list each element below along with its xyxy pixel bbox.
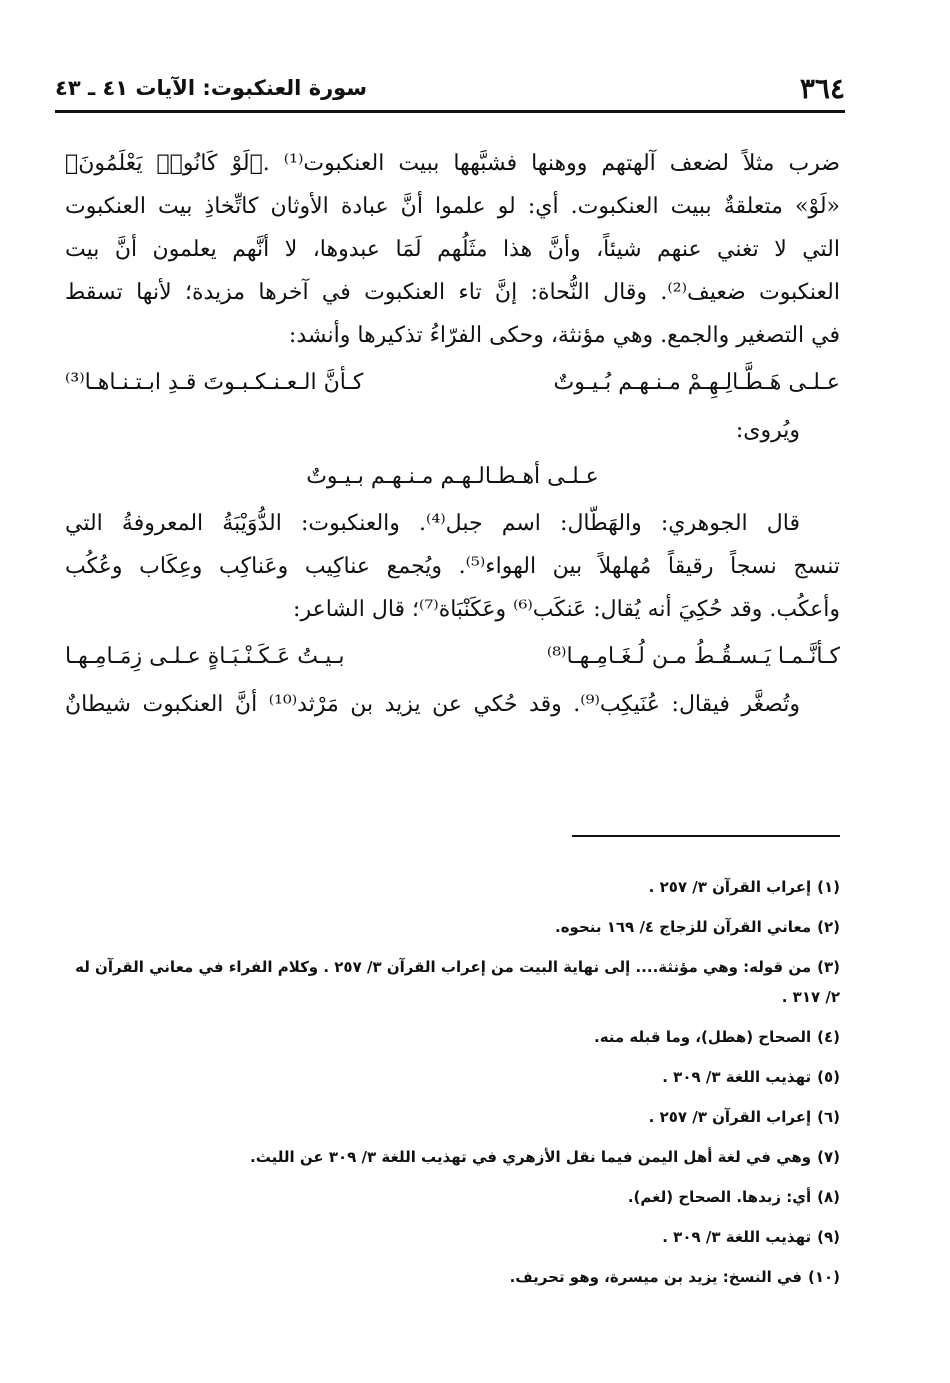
footnote-text: في النسخ: يزيد بن ميسرة، وهو تحريف.	[509, 1268, 802, 1286]
footnote-number: (٢)	[817, 918, 840, 936]
footnote-number: (٤)	[817, 1028, 840, 1046]
footnote-number: (٣)	[817, 958, 840, 976]
footnote-number: (٩)	[817, 1228, 840, 1246]
text-line-4: العنكبوت ضعيف⁽²⁾. وقال النُّحاة: إنَّ تاء العنكبوت في آخرها مزيدة؛ لأنها تسقط	[65, 280, 840, 305]
footnote	[60, 1182, 840, 1212]
footnote-text: إعراب القرآن ٣/ ٢٥٧ .	[648, 1108, 812, 1126]
running-head: سورة العنكبوت: الآيات ٤١ ـ ٤٣	[55, 76, 367, 100]
footnote	[60, 1262, 840, 1292]
footnote	[60, 1102, 840, 1132]
footnote	[60, 912, 840, 942]
verse-1	[65, 357, 840, 409]
yurwa-line: ويُروى:	[735, 418, 800, 443]
footnote-number: (١)	[817, 878, 840, 896]
text-line-2: «لَوْ» متعلقةٌ ببيت العنكبوت. أي: لو علموا أنَّ عبادة الأوثان كاتِّخاذِ بيت العنكبوت	[65, 194, 840, 219]
verse-3-left-hemistich: بـيـتُ عَـكَـنْـبَـاةٍ عـلـى زِمَـامِـهـا	[65, 644, 345, 669]
main-text	[65, 142, 840, 726]
footnotes	[60, 872, 840, 1302]
verse-3	[65, 631, 840, 683]
text-line-9: وتُصغَّر فيقال: عُنَيكِب⁽⁹⁾. وقد حُكي عن يزيد بن مَرْثد⁽¹⁰⁾ أنَّ العنكبوت شيطانٌ	[65, 692, 801, 717]
footnote-text: تهذيب اللغة ٣/ ٣٠٩ .	[662, 1228, 812, 1246]
footnote	[60, 1022, 840, 1052]
footnote-number: (٧)	[817, 1148, 840, 1166]
footnote-number: (٦)	[817, 1108, 840, 1126]
footnote-number: (١٠)	[807, 1268, 840, 1286]
verse-1-right-hemistich: عـلـى هَـطَّـالِـهِـمْ مـنـهـم بُـيـوتٌ	[553, 370, 840, 395]
footnote-text: إعراب القرآن ٣/ ٢٥٧ .	[648, 878, 812, 896]
page-number: ٣٦٤	[799, 71, 845, 105]
footnote	[60, 1062, 840, 1092]
footnote-number: (٨)	[817, 1188, 840, 1206]
footnote-text: من قوله: وهي مؤنثة.... إلى نهاية البيت من إعراب القرآن ٣/ ٢٥٧ . وكلام الفراء في معاني القرآن له ٢/ ٣١٧ .	[75, 958, 840, 1006]
footnote-text: معاني القرآن للزجاج ٤/ ١٦٩ بنحوه.	[555, 918, 812, 936]
footnote-text: الصحاح (هطل)، وما قبله منه.	[594, 1028, 812, 1046]
footnote	[60, 1142, 840, 1172]
footnote	[60, 872, 840, 902]
text-line-5: في التصغير والجمع. وهي مؤنثة، وحكى الفرّاءُ تذكيرها وأنشد:	[288, 323, 840, 348]
verse-3-right-hemistich: كـأنَّـمـا يَـسـقُـطُ مـن لُـغَـامِـهـا⁽⁸⁾	[546, 644, 840, 669]
page-header	[55, 68, 845, 108]
text-line-8: وأعكُب. وقد حُكِيَ أنه يُقال: عَنكَب⁽⁶⁾ وعَكَنْبَاة⁽⁷⁾؛ قال الشاعر:	[293, 597, 840, 622]
text-line-6: قال الجوهري: والهَطّال: اسم جبل⁽⁴⁾. والعنكبوت: الدُّوَيْبَةُ المعروفةُ التي	[65, 511, 800, 536]
footnote-number: (٥)	[817, 1068, 840, 1086]
footnote-text: وهي في لغة أهل اليمن فيما نقل الأزهري في تهذيب اللغة ٣/ ٣٠٩ عن الليث.	[250, 1148, 812, 1166]
verse-2: عـلـى أهـطـالـهـم مـنـهـم بـيـوتٌ	[306, 464, 599, 489]
footnote	[60, 1222, 840, 1252]
text-line-3: التي لا تغني عنهم شيئاً، وأنَّ هذا مثَلُهم لَمَا عبدوها، لا أنَّهم يعلمون أنَّ بيت	[65, 237, 840, 262]
footnote-rule	[572, 835, 840, 837]
footnote-text: أي: زبدها. الصحاح (لغم).	[627, 1188, 812, 1206]
footnote	[60, 952, 840, 1012]
text-line-7: تنسج نسجاً رقيقاً مُهلهلاً بين الهواء⁽⁵⁾. ويُجمع عناكِيب وعَناكِب وعِكَاب وعُكُب	[65, 554, 840, 579]
text-line-1: ضرب مثلاً لضعف آلهتهم ووهنها فشبَّهها ببيت العنكبوت⁽¹⁾ .﴿لَوْ كَانُوا۟ يَعْلَمُونَ﴾	[65, 151, 840, 176]
footnote-text: تهذيب اللغة ٣/ ٣٠٩ .	[662, 1068, 812, 1086]
header-rule	[55, 110, 845, 113]
verse-1-left-hemistich: كـأنَّ الـعـنـكـبـوتَ قـدِ ابـتـنـاهـا⁽³⁾	[65, 370, 364, 395]
